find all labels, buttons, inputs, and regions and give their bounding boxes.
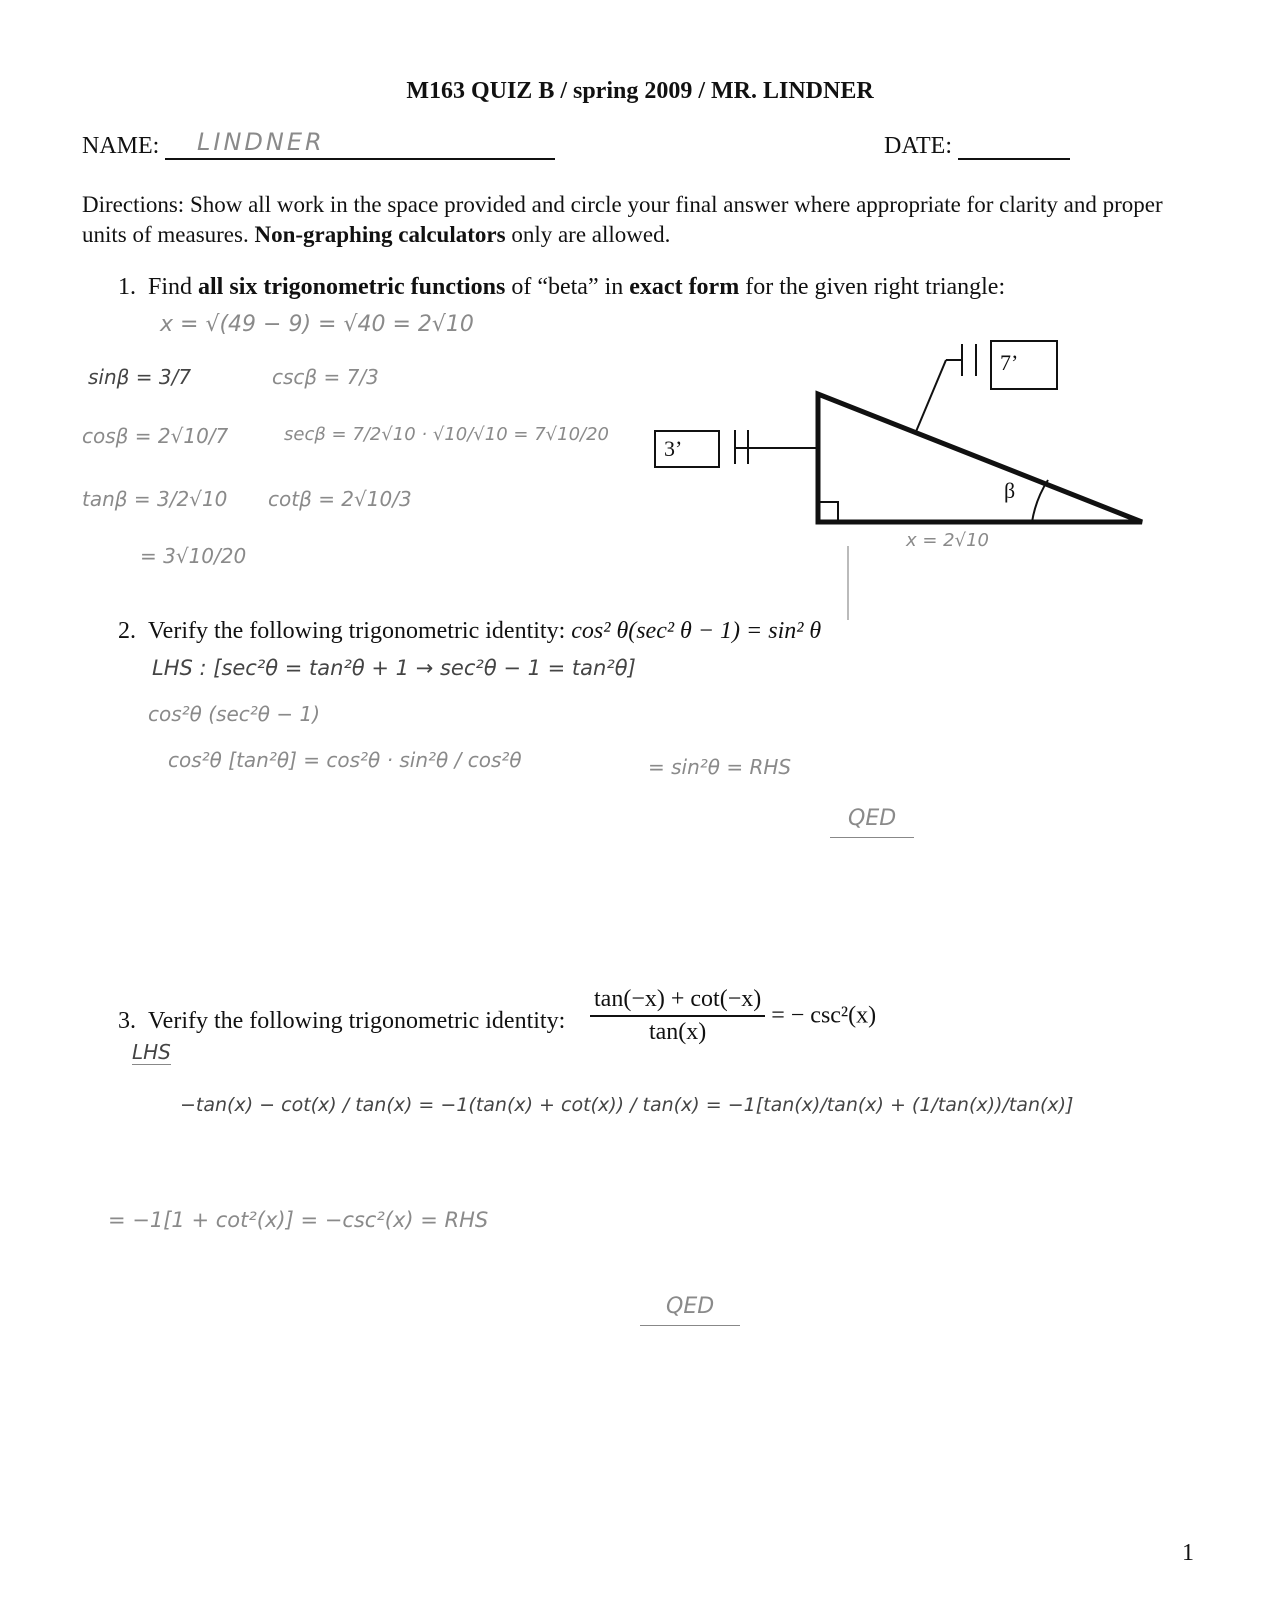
q2-work-line1: LHS : [sec²θ = tan²θ + 1 → sec²θ − 1 = tan²θ] [152, 656, 636, 680]
q3-identity-den: tan(x) [648, 1019, 707, 1045]
q1-work-cot: cotβ = 2√10/3 [268, 487, 412, 511]
name-field[interactable] [165, 128, 555, 160]
q2-work-line3b: = sin²θ = RHS [648, 755, 792, 779]
hyp-leader [915, 360, 946, 434]
directions-bold: Non-graphing calculators [254, 222, 506, 247]
q1-text-c: for the given right triangle: [739, 274, 1006, 300]
triangle-shape [818, 394, 1142, 522]
q1-bold-a: all six trigonometric functions [198, 274, 506, 300]
q2-work-line2: cos²θ (sec²θ − 1) [148, 702, 321, 726]
directions-suffix: only are allowed. [505, 222, 671, 247]
q2-prompt [118, 618, 821, 645]
date-field[interactable] [958, 128, 1070, 160]
base-label: x = 2√10 [906, 530, 990, 551]
q3-number: 3. [118, 1008, 136, 1034]
page-number: 1 [1182, 1540, 1194, 1566]
q1-number: 1. [118, 274, 136, 300]
name-label: NAME: [82, 133, 160, 159]
hypotenuse-label: 7’ [1000, 350, 1019, 375]
q3-prompt [118, 1008, 565, 1035]
q3-work-line2: = −1[1 + cot²(x)] = −csc²(x) = RHS [108, 1208, 489, 1232]
q1-work-tan: tanβ = 3/2√10 [82, 487, 228, 511]
date-label: DATE: [884, 133, 952, 159]
directions-text: Directions: Show all work in the space provided and circle your final answer where appropriate for clarity and proper units of measures. [82, 192, 1163, 247]
q3-identity-rhs: = − csc²(x) [771, 1002, 877, 1029]
q3-work-lhs: LHS [132, 1040, 171, 1064]
q3-identity [590, 986, 876, 1046]
q1-work-csc: cscβ = 7/3 [272, 365, 379, 389]
q3-identity-num: tan(−x) + cot(−x) [590, 986, 765, 1017]
q1-bold-b: exact form [629, 274, 740, 300]
q2-text: Verify the following trigonometric identity: [148, 618, 572, 644]
q1-prompt [118, 274, 1005, 301]
q1-work-cos: cosβ = 2√10/7 [82, 424, 229, 448]
right-angle-mark [818, 502, 838, 522]
opposite-label-box [654, 430, 720, 468]
directions [82, 190, 1202, 250]
q2-qed: QED [830, 806, 914, 838]
q1-work-x: x = √(49 − 9) = √40 = 2√10 [160, 312, 474, 337]
q3-text: Verify the following trigonometric identity: [148, 1008, 566, 1034]
right-triangle-diagram [640, 330, 1180, 620]
opposite-label: 3’ [664, 436, 683, 461]
q1-text-a: Find [148, 274, 199, 300]
q3-work-line1: −tan(x) − cot(x) / tan(x) = −1(tan(x) + cot(x)) / tan(x) = −1[tan(x)/tan(x) + (1/tan(x))/tan(x)] [180, 1094, 1074, 1116]
q2-work-line3: cos²θ [tan²θ] = cos²θ · sin²θ / cos²θ [168, 748, 522, 772]
q2-number: 2. [118, 618, 136, 644]
q1-work-tan-rationalized: = 3√10/20 [140, 544, 247, 568]
q1-work-sec: secβ = 7/2√10 · √10/√10 = 7√10/20 [284, 424, 610, 445]
angle-beta-label: β [1004, 478, 1016, 503]
name-value: LINDNER [197, 128, 325, 156]
q3-identity-fraction [590, 986, 765, 1046]
q1-text-b: of “beta” in [505, 274, 630, 300]
q1-work-sin: sinβ = 3/7 [88, 365, 192, 389]
q3-qed: QED [640, 1294, 740, 1326]
quiz-title: M163 QUIZ B / spring 2009 / MR. LINDNER [406, 78, 874, 104]
q2-identity: cos² θ(sec² θ − 1) = sin² θ [571, 618, 822, 644]
hypotenuse-label-box [990, 340, 1058, 390]
